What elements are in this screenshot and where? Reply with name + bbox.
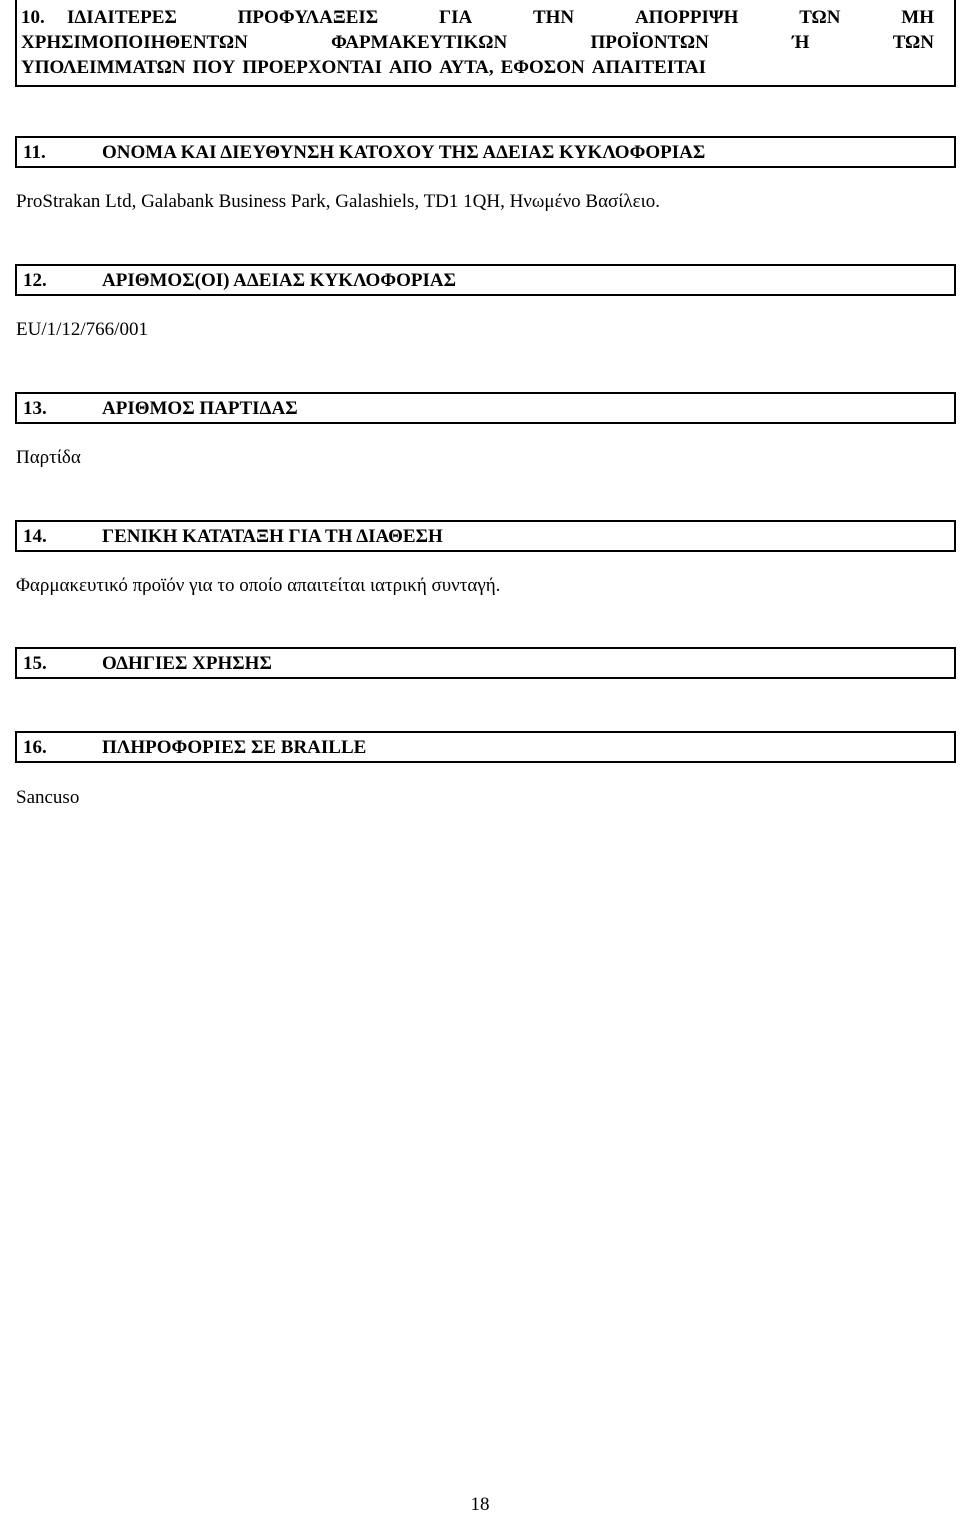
section-14-title: ΓΕΝΙΚΗ ΚΑΤΑΤΑΞΗ ΓΙΑ ΤΗ ΔΙΑΘΕΣΗ bbox=[102, 526, 443, 547]
section-12-heading bbox=[15, 264, 956, 296]
section-10-word: ΤΩΝ bbox=[799, 7, 841, 28]
page-number: 18 bbox=[470, 1494, 490, 1515]
section-14-heading bbox=[15, 520, 956, 552]
section-16-title: ΠΛΗΡΟΦΟΡΙΕΣ ΣΕ BRAILLE bbox=[102, 737, 367, 758]
section-10-word: ΜΗ bbox=[901, 7, 934, 28]
section-10-word: ΠΟΥ bbox=[192, 57, 236, 78]
section-10-line-1 bbox=[21, 6, 934, 31]
section-12-number: 12. bbox=[23, 270, 47, 291]
section-10-word: ΕΦΟΣΟΝ bbox=[500, 57, 585, 78]
section-10-heading bbox=[15, 0, 956, 87]
section-11-heading bbox=[15, 136, 956, 168]
section-10-word: ΤΗΝ bbox=[532, 7, 575, 28]
section-15-number: 15. bbox=[23, 653, 47, 674]
section-15-heading bbox=[15, 647, 956, 679]
section-12-title: ΑΡΙΘΜΟΣ(ΟΙ) ΑΔΕΙΑΣ ΚΥΚΛΟΦΟΡΙΑΣ bbox=[102, 270, 457, 291]
section-10-line-3 bbox=[21, 56, 934, 81]
section-14-number: 14. bbox=[23, 526, 47, 547]
section-13-heading bbox=[15, 392, 956, 424]
section-11-number: 11. bbox=[23, 142, 46, 163]
section-10-word: ΠΡΟΪΟΝΤΩΝ bbox=[590, 32, 709, 53]
section-13-content: Παρτίδα bbox=[16, 447, 81, 468]
section-10-word: ΑΠΟ bbox=[389, 57, 433, 78]
section-10-line-2 bbox=[21, 31, 934, 56]
section-10-word: ΥΠΟΛΕΙΜΜΑΤΩΝ bbox=[21, 57, 186, 78]
section-10-number: 10. bbox=[21, 7, 45, 28]
section-16-heading bbox=[15, 731, 956, 763]
section-11-title: ΟΝΟΜΑ ΚΑΙ ΔΙΕΥΘΥΝΣΗ ΚΑΤΟΧΟΥ ΤΗΣ ΑΔΕΙΑΣ ΚΥΚΛΟΦΟΡΙΑΣ bbox=[102, 142, 706, 163]
section-13-title: ΑΡΙΘΜΟΣ ΠΑΡΤΙΔΑΣ bbox=[102, 398, 298, 419]
section-13-number: 13. bbox=[23, 398, 47, 419]
section-10-word: ΓΙΑ bbox=[438, 7, 473, 28]
section-16-content: Sancuso bbox=[16, 787, 80, 808]
section-10-word: ΑΠΑΙΤΕΙΤΑΙ bbox=[591, 57, 707, 78]
section-10-word: ΧΡΗΣΙΜΟΠΟΙΗΘΕΝΤΩΝ bbox=[21, 32, 248, 53]
section-10-word: ΤΩΝ bbox=[892, 32, 934, 53]
section-10-word: ΙΔΙΑΙΤΕΡΕΣ bbox=[67, 7, 177, 28]
section-10-word: ΦΑΡΜΑΚΕΥΤΙΚΩΝ bbox=[331, 32, 508, 53]
section-16-number: 16. bbox=[23, 737, 47, 758]
section-11-content: ProStrakan Ltd, Galabank Business Park, Galashiels, TD1 1QH, Ηνωμένο Βασίλειο. bbox=[16, 191, 660, 212]
section-10-word: ΠΡΟΦΥΛΑΞΕΙΣ bbox=[237, 7, 379, 28]
section-10-word: Ή bbox=[792, 32, 810, 53]
section-12-content: EU/1/12/766/001 bbox=[16, 319, 148, 340]
section-14-content: Φαρμακευτικό προϊόν για το οποίο απαιτείται ιατρική συνταγή. bbox=[16, 575, 501, 596]
section-10-word: ΑΥΤΑ, bbox=[439, 57, 494, 78]
section-15-title: ΟΔΗΓΙΕΣ ΧΡΗΣΗΣ bbox=[102, 653, 272, 674]
section-10-word: ΠΡΟΕΡΧΟΝΤΑΙ bbox=[242, 57, 382, 78]
section-10-word: ΑΠΟΡΡΙΨΗ bbox=[634, 7, 739, 28]
